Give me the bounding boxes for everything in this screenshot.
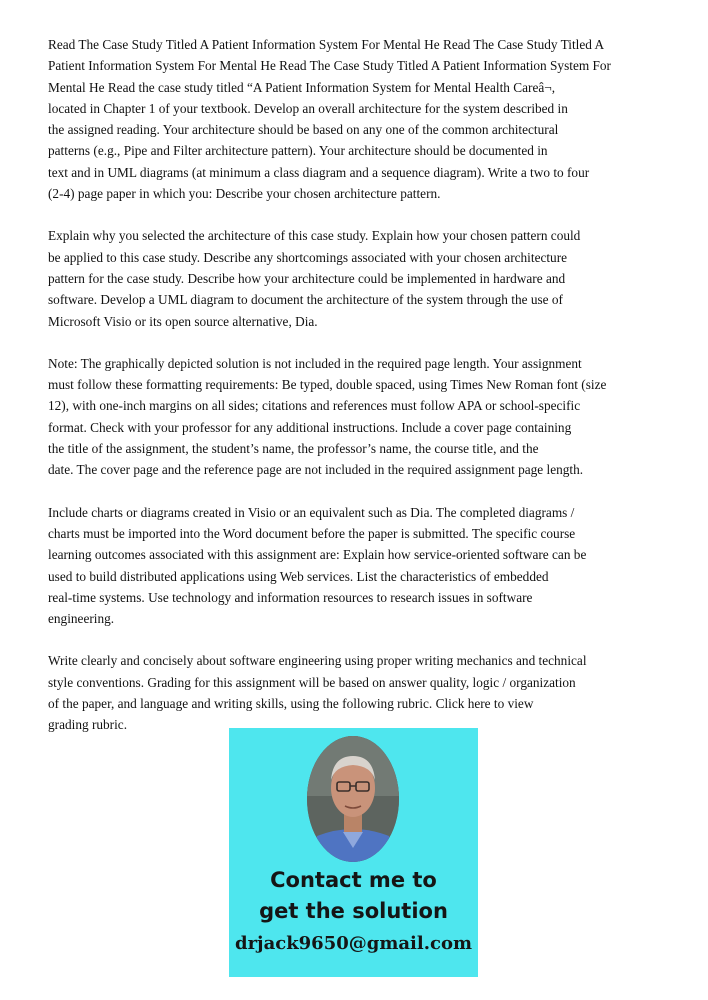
- text-line: patterns (e.g., Pipe and Filter architecture pattern). Your architecture should be documented in: [48, 143, 548, 159]
- text-line: text and in UML diagrams (at minimum a class diagram and a sequence diagram). Write a two to four: [48, 164, 590, 180]
- text-line: located in Chapter 1 of your textbook. Develop an overall architecture for the system described in: [48, 100, 568, 116]
- text-line: Patient Information System For Mental He Read The Case Study Titled A Patient Information System For: [48, 58, 611, 74]
- ad-headline-line1: Contact me to: [270, 868, 437, 892]
- portrait-photo: [307, 736, 399, 862]
- document-body: [48, 34, 668, 757]
- text-line: (2-4) page paper in which you: Describe your chosen architecture pattern.: [48, 186, 441, 202]
- text-line: date. The cover page and the reference page are not included in the required assignment page length.: [48, 462, 584, 478]
- text-line: of the paper, and language and writing skills, using the following rubric. Click here to view: [48, 696, 534, 712]
- text-line: Read The Case Study Titled A Patient Information System For Mental He Read The Case Study Titled A: [48, 37, 605, 52]
- contact-ad-banner[interactable]: [229, 728, 478, 977]
- ad-headline-line2: get the solution: [259, 899, 448, 923]
- text-line: Note: The graphically depicted solution is not included in the required page length. Your assignment: [48, 355, 582, 371]
- text-line: style conventions. Grading for this assignment will be based on answer quality, logic / organization: [48, 674, 576, 690]
- text-line: learning outcomes associated with this assignment are: Explain how service-oriented software can be: [48, 547, 587, 563]
- text-line: real-time systems. Use technology and information resources to research issues in software: [48, 589, 533, 605]
- text-line: Write clearly and concisely about software engineering using proper writing mechanics and technical: [48, 653, 587, 669]
- text-line: 12), with one-inch margins on all sides; citations and references must follow APA or school-specific: [48, 398, 581, 414]
- text-line: software. Develop a UML diagram to document the architecture of the system through the use of: [48, 292, 563, 308]
- text-line: be applied to this case study. Describe any shortcomings associated with your chosen architecture: [48, 249, 568, 265]
- paragraph: [48, 225, 668, 331]
- text-line: Explain why you selected the architecture of this case study. Explain how your chosen pattern could: [48, 228, 581, 244]
- text-line: the assigned reading. Your architecture should be based on any one of the common architectural: [48, 122, 559, 138]
- paragraph: [48, 502, 668, 630]
- paragraph: [48, 34, 668, 204]
- text-line: used to build distributed applications using Web services. List the characteristics of embedded: [48, 568, 549, 584]
- text-line: Mental He Read the case study titled “A Patient Information System for Mental Health Careâ¬,: [48, 79, 556, 95]
- text-line: the title of the assignment, the student’s name, the professor’s name, the course title, and the: [48, 441, 539, 457]
- paragraph: [48, 650, 668, 735]
- text-line: grading rubric.: [48, 717, 128, 733]
- text-line: Include charts or diagrams created in Visio or an equivalent such as Dia. The completed diagrams /: [48, 504, 575, 520]
- text-line: format. Check with your professor for any additional instructions. Include a cover page containing: [48, 419, 572, 435]
- text-line: Microsoft Visio or its open source alternative, Dia.: [48, 313, 318, 329]
- paragraph: [48, 353, 668, 481]
- text-line: charts must be imported into the Word document before the paper is submitted. The specific course: [48, 525, 576, 541]
- text-line: must follow these formatting requirements: Be typed, double spaced, using Times New Roman font (size: [48, 377, 607, 393]
- contact-email[interactable]: drjack9650@gmail.com: [234, 933, 473, 954]
- text-line: engineering.: [48, 611, 115, 627]
- text-line: pattern for the case study. Describe how your architecture could be implemented in hardware and: [48, 270, 566, 286]
